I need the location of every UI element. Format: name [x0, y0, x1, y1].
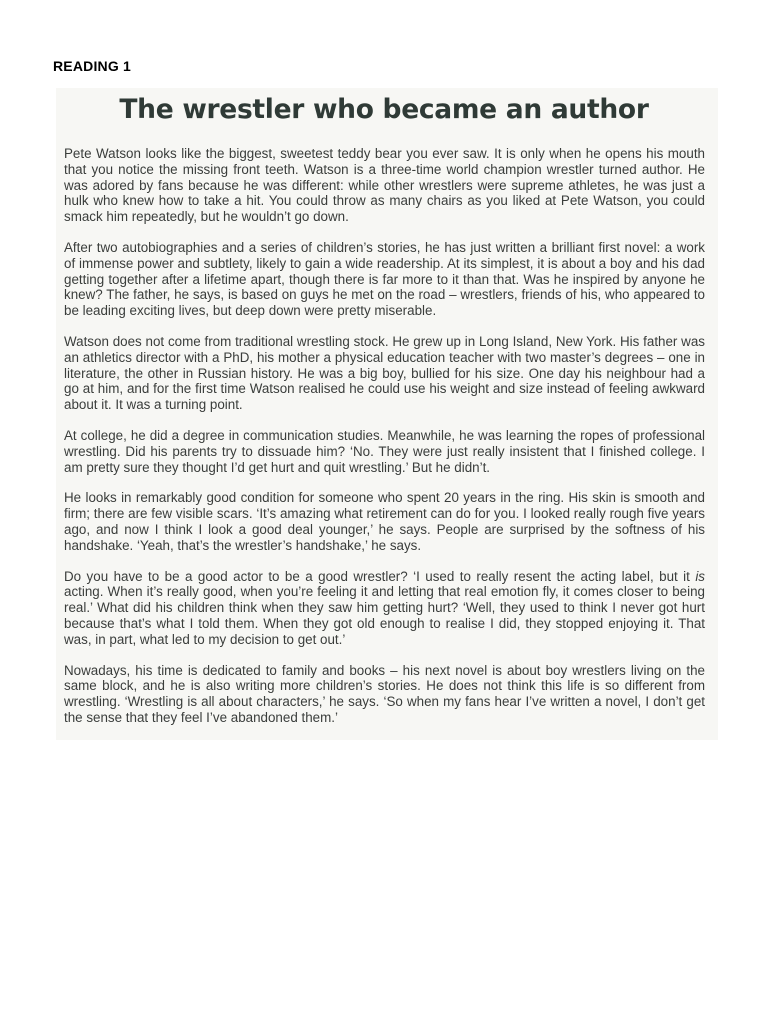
paragraph-1: Pete Watson looks like the biggest, sweetest teddy bear you ever saw. It is only when he opens his mouth that you notice the missing front teeth. Watson is a three-time world champion wrestler turned author. He was adored by fans because he was different: while other wrestlers were supreme athletes, he was just a hulk who knew how to take a hit. You could throw as many chairs as you liked at Pete Watson, you could smack him repeatedly, but he wouldn’t go down. — [64, 146, 705, 225]
paragraph-6-text-end: acting. When it’s really good, when you’re feeling it and letting that real emotion fly, it comes closer to being real.’ What did his children think when they saw him getting hurt? ‘Well, they used to think I never got hurt because that’s what I told them. When they got old enough to realise I did, they stopped enjoying it. That was, in part, what led to my decision to get out.’ — [64, 584, 705, 647]
paragraph-6-emphasis: is — [695, 568, 705, 584]
article-body — [64, 146, 705, 741]
paragraph-3: Watson does not come from traditional wrestling stock. He grew up in Long Island, New York. His father was an athletics director with a PhD, his mother a physical education teacher with two master’s degrees – one in literature, the other in Russian history. He was a big boy, bullied for his size. One day his neighbour had a go at him, and for the first time Watson realised he could use his weight and size instead of feeling awkward about it. It was a turning point. — [64, 333, 705, 413]
paragraph-4: At college, he did a degree in communication studies. Meanwhile, he was learning the ropes of professional wrestling. Did his parents try to dissuade him? ‘No. They were just really insistent that I finished college. I am pretty sure they thought I’d get hurt and quit wrestling.’ But he didn’t. — [64, 427, 705, 475]
article-title: The wrestler who became an author — [119, 94, 649, 125]
paragraph-5: He looks in remarkably good condition for someone who spent 20 years in the ring. His skin is smooth and firm; there are few visible scars. ‘It’s amazing what retirement can do for you. I looked really rough five years ago, and now I think I look a good deal younger,’ he says. People are surprised by the softness of his handshake. ‘Yeah, that’s the wrestler’s handshake,’ he says. — [64, 490, 705, 553]
paragraph-7: Nowadays, his time is dedicated to family and books – his next novel is about boy wrestlers living on the same block, and he is also writing more children’s stories. He does not think this life is so different from wrestling. ‘Wrestling is all about characters,’ he says. ‘So when my fans hear I’ve written a novel, I don’t get the sense that they feel I’ve abandoned them.’ — [64, 662, 705, 725]
paragraph-6 — [64, 569, 705, 648]
paragraph-6-text-start: Do you have to be a good actor to be a good wrestler? ‘I used to really resent the acting label, but it — [64, 568, 696, 584]
paragraph-2: After two autobiographies and a series of children’s stories, he has just written a brilliant first novel: a work of immense power and subtlety, likely to gain a wide readership. At its simplest, it is about a boy and his dad getting together after a lifetime apart, though there is far more to it than that. Was he inspired by anyone he knew? The father, he says, is based on guys he met on the road – wrestlers, friends of his, who appeared to be leading exciting lives, but deep down were pretty miserable. — [64, 239, 705, 319]
section-label: READING 1 — [53, 58, 132, 74]
